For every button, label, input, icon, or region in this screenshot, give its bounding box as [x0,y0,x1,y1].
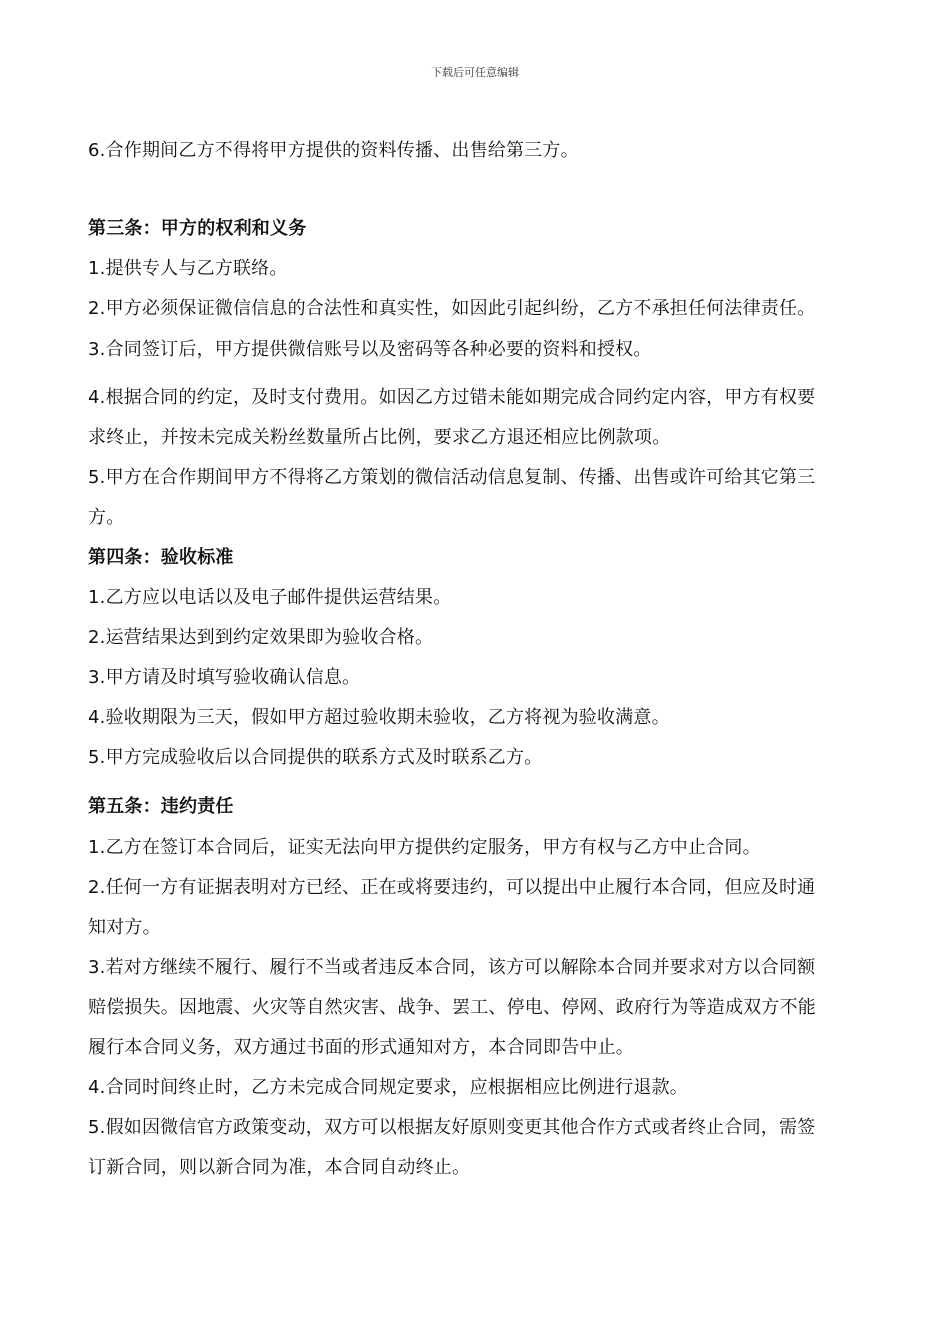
clause-a3-3: 3.合同签订后，甲方提供微信账号以及密码等各种必要的资料和授权。 [88,339,652,360]
clause-a3-5-line2: 方。 [88,507,125,528]
clause-a4-4: 4.验收期限为三天，假如甲方超过验收期未验收，乙方将视为验收满意。 [88,707,670,728]
page-header: 下载后可任意编辑 [431,66,519,79]
clause-a5-3-line2: 赔偿损失。因地震、火灾等自然灾害、战争、罢工、停电、停网、政府行为等造成双方不能 [88,997,816,1018]
clause-a5-5-line1: 5.假如因微信官方政策变动，双方可以根据友好原则变更其他合作方式或者终止合同，需签 [88,1117,816,1138]
clause-a4-3: 3.甲方请及时填写验收确认信息。 [88,667,361,688]
clause-a5-3-line3: 履行本合同义务，双方通过书面的形式通知对方，本合同即告中止。 [88,1037,634,1058]
section-heading-article-5: 第五条：违约责任 [88,796,234,817]
clause-a4-1: 1.乙方应以电话以及电子邮件提供运营结果。 [88,587,452,608]
clause-a3-1: 1.提供专人与乙方联络。 [88,258,288,279]
clause-3-6: 6.合作期间乙方不得将甲方提供的资料传播、出售给第三方。 [88,140,579,161]
clause-a5-5-line2: 订新合同，则以新合同为准，本合同自动终止。 [88,1157,471,1178]
clause-a3-5-line1: 5.甲方在合作期间甲方不得将乙方策划的微信活动信息复制、传播、出售或许可给其它第三 [88,467,816,488]
clause-a5-2-line1: 2.任何一方有证据表明对方已经、正在或将要违约，可以提出中止履行本合同，但应及时通 [88,877,816,898]
clause-a5-1: 1.乙方在签订本合同后，证实无法向甲方提供约定服务，甲方有权与乙方中止合同。 [88,837,761,858]
clause-a3-4-line2: 求终止，并按未完成关粉丝数量所占比例，要求乙方退还相应比例款项。 [88,427,671,448]
clause-a5-3-line1: 3.若对方继续不履行、履行不当或者违反本合同，该方可以解除本合同并要求对方以合同额 [88,957,816,978]
clause-a3-2: 2.甲方必须保证微信信息的合法性和真实性，如因此引起纠纷，乙方不承担任何法律责任。 [88,298,816,319]
clause-a3-4-line1: 4.根据合同的约定，及时支付费用。如因乙方过错未能如期完成合同约定内容，甲方有权要 [88,387,816,408]
clause-a5-2-line2: 知对方。 [88,917,161,938]
section-heading-article-3: 第三条：甲方的权利和义务 [88,218,307,239]
clause-a5-4: 4.合同时间终止时，乙方未完成合同规定要求，应根据相应比例进行退款。 [88,1077,688,1098]
clause-a4-2: 2.运营结果达到到约定效果即为验收合格。 [88,627,434,648]
section-heading-article-4: 第四条：验收标准 [88,547,234,568]
clause-a4-5: 5.甲方完成验收后以合同提供的联系方式及时联系乙方。 [88,747,543,768]
